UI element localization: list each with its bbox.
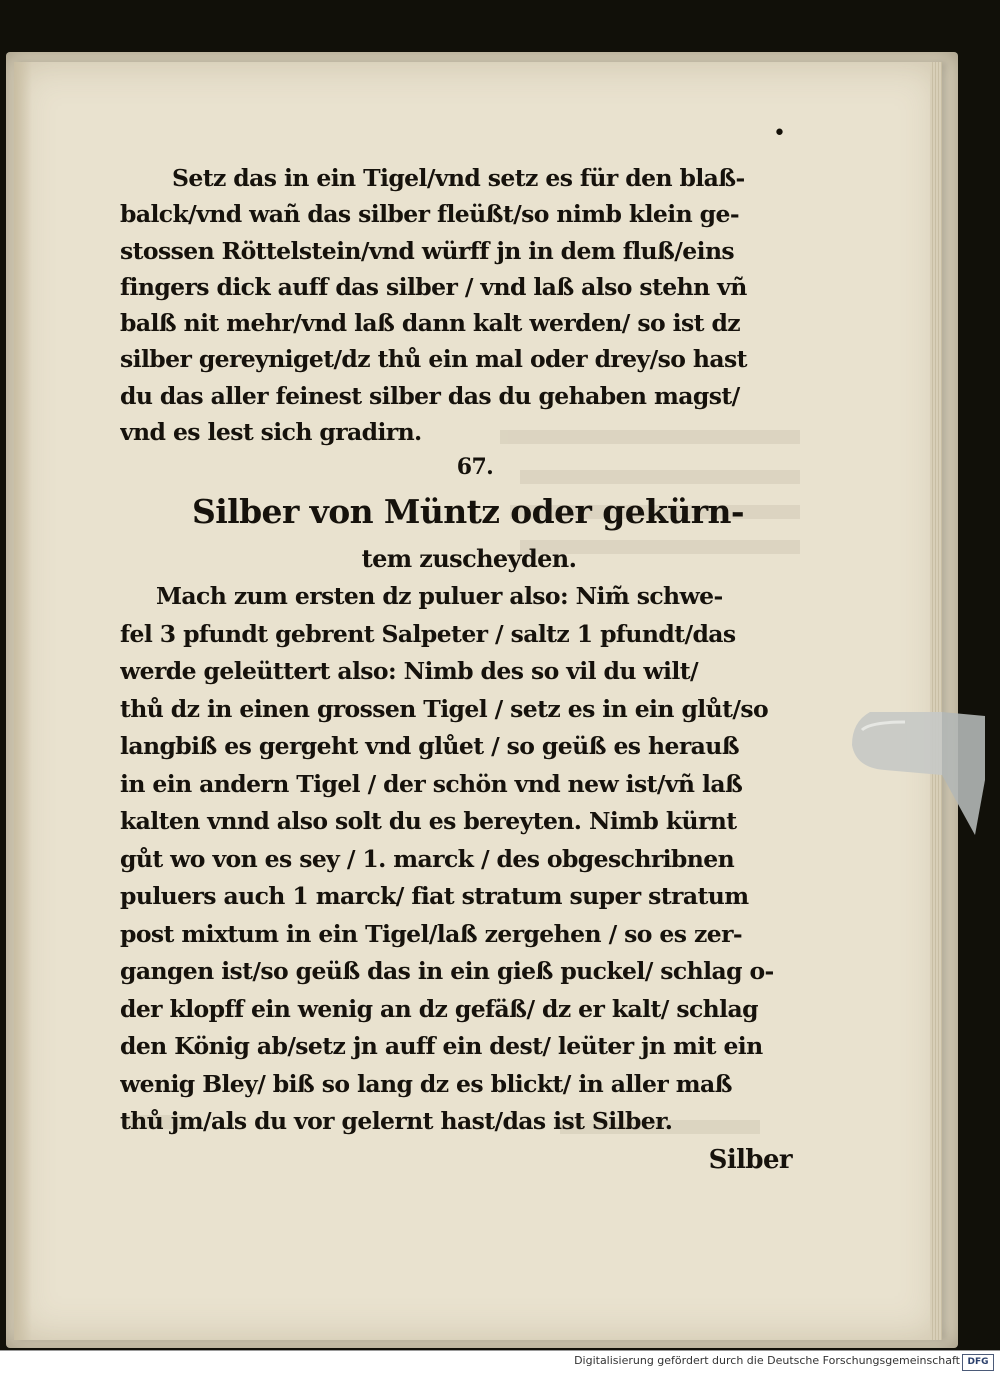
text-line: werde geleüttert also: Nimb des so vil du wilt/: [120, 657, 698, 686]
funding-credit: Digitalisierung gefördert durch die Deutsche Forschungsgemeinschaft: [574, 1354, 960, 1367]
recipe-number: 67.: [456, 454, 494, 481]
page-gutter: [14, 62, 32, 1340]
section-heading: Silber von Müntz oder gekürn-: [191, 492, 745, 532]
text-line: balck/vnd wañ das silber fleüßt/so nimb klein ge-: [120, 200, 739, 229]
section-subheading: tem zuscheyden.: [361, 544, 577, 574]
text-line: langbiß es gergeht vnd glůet / so geüß es herauß: [120, 732, 739, 761]
text-line: gůt wo von es sey / 1. marck / des obgeschribnen: [120, 844, 735, 873]
page-text: [120, 160, 810, 1179]
text-line: thů dz in einen grossen Tigel / setz es in ein glůt/so: [120, 694, 769, 723]
text-line: Setz das in ein Tigel/vnd setz es für den blaß-: [172, 164, 745, 192]
paragraph-2: [120, 578, 810, 1141]
text-line: fingers dick auff das silber / vnd laß also stehn vñ: [120, 272, 747, 301]
text-line: Mach zum ersten dz puluer also: Nim̃ schwe-: [156, 582, 723, 611]
text-line: gangen ist/so geüß das in ein gieß puckel/ schlag o-: [120, 957, 774, 986]
text-line: fel 3 pfundt gebrent Salpeter / saltz 1 pfundt/das: [120, 619, 736, 648]
text-line: kalten vnnd also solt du es bereyten. Nimb kürnt: [120, 807, 737, 836]
footer-bar: [0, 1350, 1000, 1374]
text-line: stossen Röttelstein/vnd würff jn in dem fluß/eins: [120, 236, 735, 265]
text-line: balß nit mehr/vnd laß dann kalt werden/ so ist dz: [120, 309, 741, 338]
text-line: puluers auch 1 marck/ fiat stratum super stratum: [120, 882, 749, 911]
text-line: der klopff ein wenig an dz gefäß/ dz er kalt/ schlag: [120, 994, 758, 1023]
text-line: den König ab/setz jn auff ein dest/ leüter jn mit ein: [120, 1032, 763, 1061]
text-line: wenig Bley/ biß so lang dz es blickt/ in aller maß: [120, 1069, 732, 1098]
text-line: thů jm/als du vor gelernt hast/das ist Silber.: [120, 1107, 673, 1136]
text-line: silber gereyniget/dz thů ein mal oder drey/so hast: [120, 345, 747, 374]
page-fore-edge: [930, 62, 942, 1340]
catchword: Silber: [708, 1144, 792, 1175]
text-line: vnd es lest sich gradirn.: [120, 418, 422, 447]
paragraph-1: [120, 160, 810, 450]
text-line: post mixtum in ein Tigel/laß zergehen / so es zer-: [120, 919, 743, 948]
dfg-logo-icon: DFG: [962, 1354, 994, 1371]
text-line: in ein andern Tigel / der schön vnd new ist/vñ laß: [120, 769, 743, 798]
text-line: du das aller feinest silber das du gehaben magst/: [120, 381, 740, 410]
page-mark: •: [773, 121, 786, 146]
